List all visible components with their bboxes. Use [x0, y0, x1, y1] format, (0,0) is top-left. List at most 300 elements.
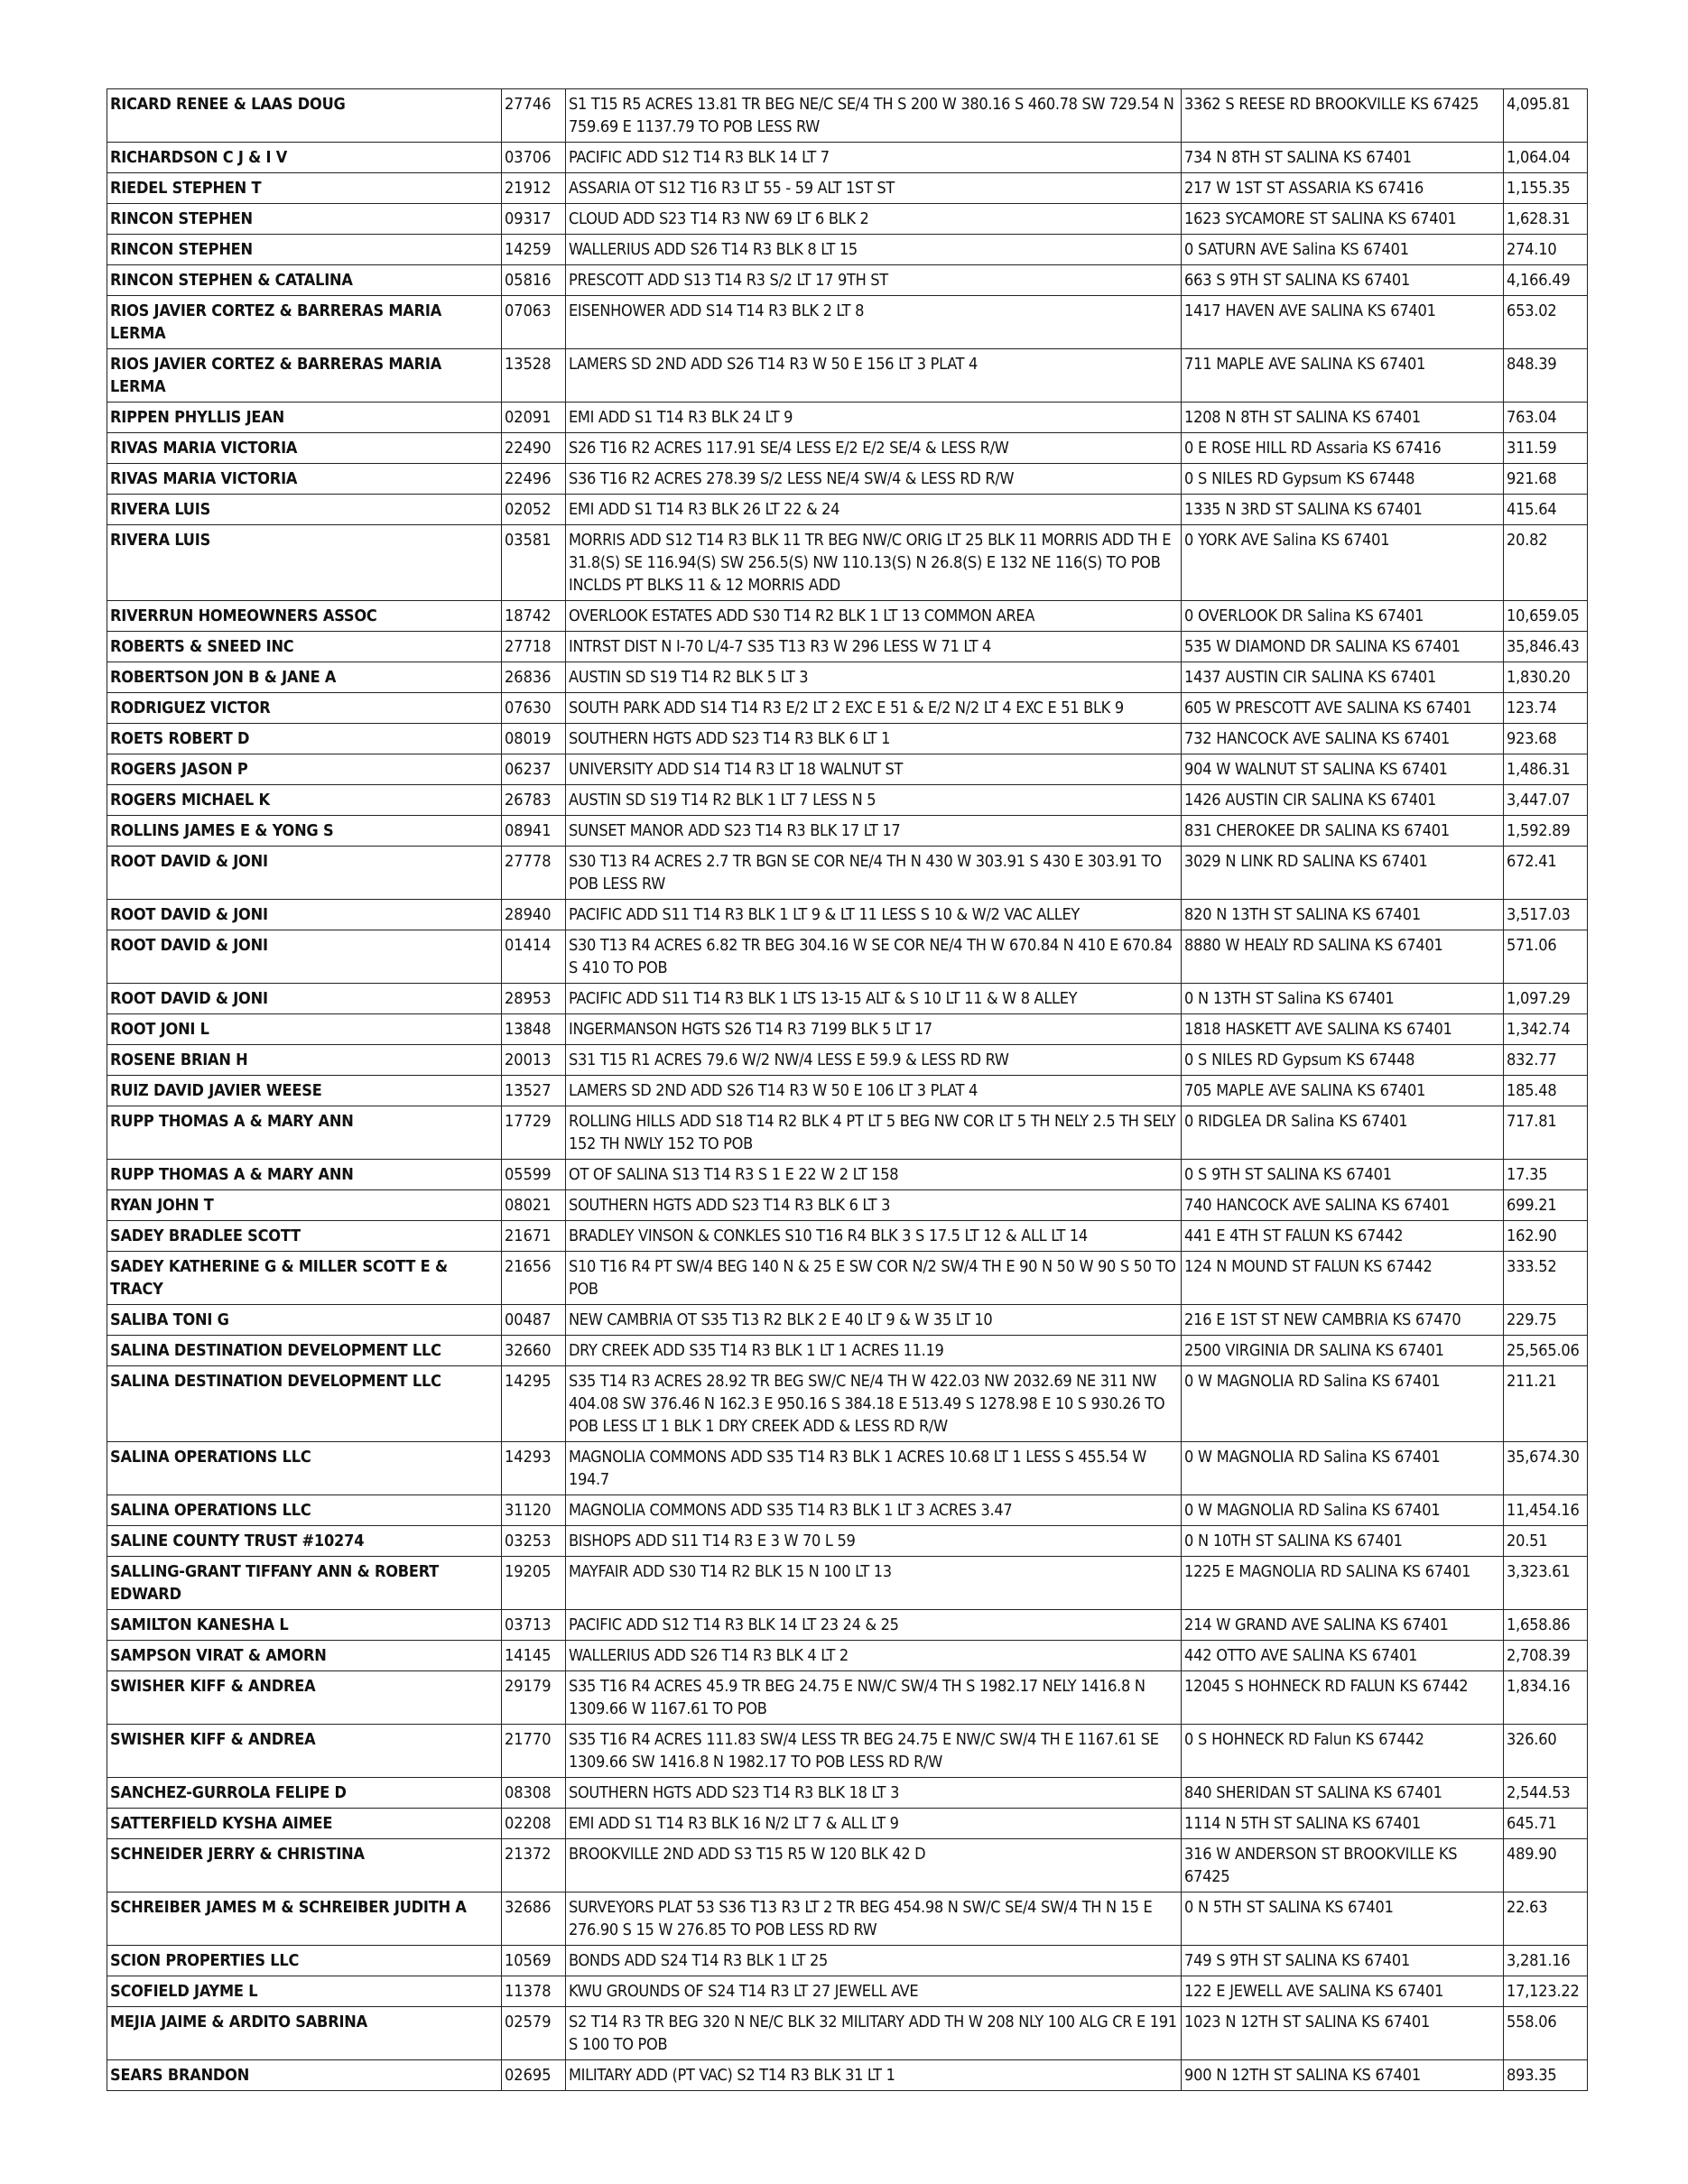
legal-description-cell: ROLLING HILLS ADD S18 T14 R2 BLK 4 PT LT 5 BEG NW COR LT 5 TH NELY 2.5 TH SELY 152 TH NWLY 152 TO POB: [566, 1106, 1182, 1160]
owner-name-cell: ROOT DAVID & JONI: [107, 930, 502, 984]
owner-name-cell: RIVAS MARIA VICTORIA: [107, 433, 502, 464]
owner-name-cell: RIVERRUN HOMEOWNERS ASSOC: [107, 601, 502, 632]
parcel-id-cell: 02052: [502, 495, 566, 525]
tax-amount-cell: 653.02: [1504, 296, 1588, 349]
legal-description-cell: S2 T14 R3 TR BEG 320 N NE/C BLK 32 MILITARY ADD TH W 208 NLY 100 ALG CR E 191 S 100 TO POB: [566, 2007, 1182, 2060]
owner-name-cell: ROOT DAVID & JONI: [107, 847, 502, 900]
owner-name-cell: ROOT DAVID & JONI: [107, 984, 502, 1014]
owner-name-cell: ROBERTS & SNEED INC: [107, 632, 502, 662]
property-address-cell: 0 YORK AVE Salina KS 67401: [1182, 525, 1504, 601]
legal-description-cell: ASSARIA OT S12 T16 R3 LT 55 - 59 ALT 1ST ST: [566, 173, 1182, 204]
table-row: [107, 1045, 1588, 1076]
parcel-id-cell: 18742: [502, 601, 566, 632]
owner-name-cell: RICHARDSON C J & I V: [107, 143, 502, 173]
property-address-cell: 820 N 13TH ST SALINA KS 67401: [1182, 900, 1504, 930]
parcel-id-cell: 03253: [502, 1526, 566, 1557]
owner-name-cell: SWISHER KIFF & ANDREA: [107, 1725, 502, 1778]
owner-name-cell: SADEY KATHERINE G & MILLER SCOTT E & TRACY: [107, 1252, 502, 1305]
parcel-id-cell: 28940: [502, 900, 566, 930]
owner-name-cell: SCHREIBER JAMES M & SCHREIBER JUDITH A: [107, 1892, 502, 1946]
table-row: [107, 601, 1588, 632]
property-address-cell: 904 W WALNUT ST SALINA KS 67401: [1182, 754, 1504, 785]
legal-description-cell: SOUTHERN HGTS ADD S23 T14 R3 BLK 18 LT 3: [566, 1778, 1182, 1809]
table-row: [107, 296, 1588, 349]
tax-amount-cell: 923.68: [1504, 724, 1588, 754]
owner-name-cell: RIVERA LUIS: [107, 525, 502, 601]
tax-amount-cell: 2,708.39: [1504, 1641, 1588, 1671]
tax-amount-cell: 333.52: [1504, 1252, 1588, 1305]
property-address-cell: 663 S 9TH ST SALINA KS 67401: [1182, 265, 1504, 296]
parcel-id-cell: 21770: [502, 1725, 566, 1778]
property-address-cell: 0 N 13TH ST Salina KS 67401: [1182, 984, 1504, 1014]
property-address-cell: 1225 E MAGNOLIA RD SALINA KS 67401: [1182, 1557, 1504, 1610]
owner-name-cell: SCION PROPERTIES LLC: [107, 1946, 502, 1976]
parcel-id-cell: 22496: [502, 464, 566, 495]
tax-amount-cell: 1,834.16: [1504, 1671, 1588, 1725]
owner-name-cell: RINCON STEPHEN: [107, 235, 502, 265]
table-row: [107, 1014, 1588, 1045]
parcel-id-cell: 31120: [502, 1495, 566, 1526]
parcel-id-cell: 17729: [502, 1106, 566, 1160]
tax-amount-cell: 893.35: [1504, 2060, 1588, 2091]
tax-amount-cell: 311.59: [1504, 433, 1588, 464]
parcel-id-cell: 03706: [502, 143, 566, 173]
table-row: [107, 1778, 1588, 1809]
legal-description-cell: PACIFIC ADD S12 T14 R3 BLK 14 LT 23 24 & 25: [566, 1610, 1182, 1641]
table-row: [107, 1839, 1588, 1892]
tax-amount-cell: 35,674.30: [1504, 1442, 1588, 1495]
tax-amount-cell: 25,565.06: [1504, 1336, 1588, 1366]
owner-name-cell: ROSENE BRIAN H: [107, 1045, 502, 1076]
table-row: [107, 1526, 1588, 1557]
parcel-id-cell: 13848: [502, 1014, 566, 1045]
table-row: [107, 1946, 1588, 1976]
legal-description-cell: S30 T13 R4 ACRES 2.7 TR BGN SE COR NE/4 TH N 430 W 303.91 S 430 E 303.91 TO POB LESS RW: [566, 847, 1182, 900]
parcel-id-cell: 13527: [502, 1076, 566, 1106]
owner-name-cell: RINCON STEPHEN: [107, 204, 502, 235]
legal-description-cell: SUNSET MANOR ADD S23 T14 R3 BLK 17 LT 17: [566, 816, 1182, 847]
table-row: [107, 2007, 1588, 2060]
legal-description-cell: MORRIS ADD S12 T14 R3 BLK 11 TR BEG NW/C ORIG LT 25 BLK 11 MORRIS ADD TH E 31.8(S) SE 116.94(S) SW 256.5(S) NW 110.13(S) N 26.8(S) E 132 NE 116(S) TO POB INCLDS PT BLKS 11 & 12 MORRIS ADD: [566, 525, 1182, 601]
legal-description-cell: AUSTIN SD S19 T14 R2 BLK 1 LT 7 LESS N 5: [566, 785, 1182, 816]
tax-amount-cell: 558.06: [1504, 2007, 1588, 2060]
property-address-cell: 1023 N 12TH ST SALINA KS 67401: [1182, 2007, 1504, 2060]
owner-name-cell: RUPP THOMAS A & MARY ANN: [107, 1160, 502, 1190]
parcel-id-cell: 02695: [502, 2060, 566, 2091]
parcel-id-cell: 32686: [502, 1892, 566, 1946]
property-address-cell: 217 W 1ST ST ASSARIA KS 67416: [1182, 173, 1504, 204]
table-row: [107, 204, 1588, 235]
owner-name-cell: ROETS ROBERT D: [107, 724, 502, 754]
legal-description-cell: LAMERS SD 2ND ADD S26 T14 R3 W 50 E 156 LT 3 PLAT 4: [566, 349, 1182, 403]
owner-name-cell: RIEDEL STEPHEN T: [107, 173, 502, 204]
table-row: [107, 930, 1588, 984]
tax-amount-cell: 921.68: [1504, 464, 1588, 495]
table-row: [107, 265, 1588, 296]
table-row: [107, 1892, 1588, 1946]
legal-description-cell: CLOUD ADD S23 T14 R3 NW 69 LT 6 BLK 2: [566, 204, 1182, 235]
parcel-id-cell: 05599: [502, 1160, 566, 1190]
owner-name-cell: SAMILTON KANESHA L: [107, 1610, 502, 1641]
parcel-id-cell: 27778: [502, 847, 566, 900]
property-address-cell: 3362 S REESE RD BROOKVILLE KS 67425: [1182, 89, 1504, 143]
table-row: [107, 433, 1588, 464]
property-address-cell: 214 W GRAND AVE SALINA KS 67401: [1182, 1610, 1504, 1641]
parcel-id-cell: 22490: [502, 433, 566, 464]
parcel-id-cell: 09317: [502, 204, 566, 235]
property-address-cell: 442 OTTO AVE SALINA KS 67401: [1182, 1641, 1504, 1671]
parcel-id-cell: 01414: [502, 930, 566, 984]
table-row: [107, 754, 1588, 785]
parcel-id-cell: 03713: [502, 1610, 566, 1641]
table-row: [107, 1671, 1588, 1725]
table-row: [107, 1725, 1588, 1778]
tax-amount-cell: 274.10: [1504, 235, 1588, 265]
property-address-cell: 1426 AUSTIN CIR SALINA KS 67401: [1182, 785, 1504, 816]
property-address-cell: 840 SHERIDAN ST SALINA KS 67401: [1182, 1778, 1504, 1809]
tax-amount-cell: 11,454.16: [1504, 1495, 1588, 1526]
owner-name-cell: RIVERA LUIS: [107, 495, 502, 525]
owner-name-cell: SALINE COUNTY TRUST #10274: [107, 1526, 502, 1557]
legal-description-cell: PRESCOTT ADD S13 T14 R3 S/2 LT 17 9TH ST: [566, 265, 1182, 296]
property-address-cell: 734 N 8TH ST SALINA KS 67401: [1182, 143, 1504, 173]
tax-amount-cell: 1,486.31: [1504, 754, 1588, 785]
legal-description-cell: BRADLEY VINSON & CONKLES S10 T16 R4 BLK 3 S 17.5 LT 12 & ALL LT 14: [566, 1221, 1182, 1252]
legal-description-cell: MILITARY ADD (PT VAC) S2 T14 R3 BLK 31 LT 1: [566, 2060, 1182, 2091]
legal-description-cell: PACIFIC ADD S11 T14 R3 BLK 1 LT 9 & LT 11 LESS S 10 & W/2 VAC ALLEY: [566, 900, 1182, 930]
property-address-cell: 705 MAPLE AVE SALINA KS 67401: [1182, 1076, 1504, 1106]
property-address-cell: 1818 HASKETT AVE SALINA KS 67401: [1182, 1014, 1504, 1045]
property-address-cell: 8880 W HEALY RD SALINA KS 67401: [1182, 930, 1504, 984]
legal-description-cell: OVERLOOK ESTATES ADD S30 T14 R2 BLK 1 LT 13 COMMON AREA: [566, 601, 1182, 632]
property-address-cell: 0 N 5TH ST SALINA KS 67401: [1182, 1892, 1504, 1946]
parcel-id-cell: 11378: [502, 1976, 566, 2007]
owner-name-cell: RYAN JOHN T: [107, 1190, 502, 1221]
legal-description-cell: BISHOPS ADD S11 T14 R3 E 3 W 70 L 59: [566, 1526, 1182, 1557]
legal-description-cell: S35 T16 R4 ACRES 111.83 SW/4 LESS TR BEG 24.75 E NW/C SW/4 TH E 1167.61 SE 1309.66 SW 1416.8 N 1982.17 TO POB LESS RD R/W: [566, 1725, 1182, 1778]
table-row: [107, 173, 1588, 204]
parcel-id-cell: 08941: [502, 816, 566, 847]
legal-description-cell: S35 T14 R3 ACRES 28.92 TR BEG SW/C NE/4 TH W 422.03 NW 2032.69 NE 311 NW 404.08 SW 376.46 N 162.3 E 950.16 S 384.18 E 513.49 S 1278.98 E 10 S 930.26 TO POB LESS LT 1 BLK 1 DRY CREEK ADD & LESS RD R/W: [566, 1366, 1182, 1442]
table-row: [107, 89, 1588, 143]
property-address-cell: 0 S NILES RD Gypsum KS 67448: [1182, 464, 1504, 495]
property-address-cell: 0 W MAGNOLIA RD Salina KS 67401: [1182, 1442, 1504, 1495]
tax-amount-cell: 1,830.20: [1504, 662, 1588, 693]
legal-description-cell: EMI ADD S1 T14 R3 BLK 26 LT 22 & 24: [566, 495, 1182, 525]
legal-description-cell: WALLERIUS ADD S26 T14 R3 BLK 4 LT 2: [566, 1641, 1182, 1671]
tax-amount-cell: 1,628.31: [1504, 204, 1588, 235]
tax-amount-cell: 35,846.43: [1504, 632, 1588, 662]
owner-name-cell: RUPP THOMAS A & MARY ANN: [107, 1106, 502, 1160]
parcel-id-cell: 08308: [502, 1778, 566, 1809]
legal-description-cell: EISENHOWER ADD S14 T14 R3 BLK 2 LT 8: [566, 296, 1182, 349]
table-row: [107, 1442, 1588, 1495]
tax-amount-cell: 326.60: [1504, 1725, 1588, 1778]
legal-description-cell: BONDS ADD S24 T14 R3 BLK 1 LT 25: [566, 1946, 1182, 1976]
property-address-cell: 316 W ANDERSON ST BROOKVILLE KS 67425: [1182, 1839, 1504, 1892]
owner-name-cell: SALINA OPERATIONS LLC: [107, 1442, 502, 1495]
parcel-id-cell: 21372: [502, 1839, 566, 1892]
parcel-id-cell: 26783: [502, 785, 566, 816]
table-row: [107, 1641, 1588, 1671]
legal-description-cell: EMI ADD S1 T14 R3 BLK 16 N/2 LT 7 & ALL LT 9: [566, 1809, 1182, 1839]
parcel-id-cell: 29179: [502, 1671, 566, 1725]
property-address-cell: 216 E 1ST ST NEW CAMBRIA KS 67470: [1182, 1305, 1504, 1336]
property-address-cell: 1335 N 3RD ST SALINA KS 67401: [1182, 495, 1504, 525]
property-address-cell: 1208 N 8TH ST SALINA KS 67401: [1182, 403, 1504, 433]
owner-name-cell: RIOS JAVIER CORTEZ & BARRERAS MARIA LERMA: [107, 296, 502, 349]
property-address-cell: 0 S 9TH ST SALINA KS 67401: [1182, 1160, 1504, 1190]
legal-description-cell: LAMERS SD 2ND ADD S26 T14 R3 W 50 E 106 LT 3 PLAT 4: [566, 1076, 1182, 1106]
legal-description-cell: WALLERIUS ADD S26 T14 R3 BLK 8 LT 15: [566, 235, 1182, 265]
property-address-cell: 2500 VIRGINIA DR SALINA KS 67401: [1182, 1336, 1504, 1366]
parcel-id-cell: 32660: [502, 1336, 566, 1366]
tax-amount-cell: 1,658.86: [1504, 1610, 1588, 1641]
owner-name-cell: SCOFIELD JAYME L: [107, 1976, 502, 2007]
parcel-id-cell: 27746: [502, 89, 566, 143]
owner-name-cell: ROOT JONI L: [107, 1014, 502, 1045]
table-row: [107, 1366, 1588, 1442]
tax-amount-cell: 22.63: [1504, 1892, 1588, 1946]
legal-description-cell: MAGNOLIA COMMONS ADD S35 T14 R3 BLK 1 ACRES 10.68 LT 1 LESS S 455.54 W 194.7: [566, 1442, 1182, 1495]
parcel-id-cell: 21656: [502, 1252, 566, 1305]
tax-amount-cell: 3,281.16: [1504, 1946, 1588, 1976]
legal-description-cell: S1 T15 R5 ACRES 13.81 TR BEG NE/C SE/4 TH S 200 W 380.16 S 460.78 SW 729.54 N 759.69 E 1137.79 TO POB LESS RW: [566, 89, 1182, 143]
legal-description-cell: MAGNOLIA COMMONS ADD S35 T14 R3 BLK 1 LT 3 ACRES 3.47: [566, 1495, 1182, 1526]
table-row: [107, 632, 1588, 662]
legal-description-cell: AUSTIN SD S19 T14 R2 BLK 5 LT 3: [566, 662, 1182, 693]
parcel-id-cell: 00487: [502, 1305, 566, 1336]
table-row: [107, 1221, 1588, 1252]
property-address-cell: 124 N MOUND ST FALUN KS 67442: [1182, 1252, 1504, 1305]
owner-name-cell: SEARS BRANDON: [107, 2060, 502, 2091]
property-address-cell: 0 RIDGLEA DR Salina KS 67401: [1182, 1106, 1504, 1160]
owner-name-cell: RODRIGUEZ VICTOR: [107, 693, 502, 724]
owner-name-cell: RIPPEN PHYLLIS JEAN: [107, 403, 502, 433]
tax-amount-cell: 672.41: [1504, 847, 1588, 900]
tax-amount-cell: 645.71: [1504, 1809, 1588, 1839]
owner-name-cell: ROBERTSON JON B & JANE A: [107, 662, 502, 693]
owner-name-cell: RICARD RENEE & LAAS DOUG: [107, 89, 502, 143]
legal-description-cell: OT OF SALINA S13 T14 R3 S 1 E 22 W 2 LT 158: [566, 1160, 1182, 1190]
parcel-id-cell: 26836: [502, 662, 566, 693]
owner-name-cell: SALIBA TONI G: [107, 1305, 502, 1336]
parcel-id-cell: 02091: [502, 403, 566, 433]
legal-description-cell: SOUTHERN HGTS ADD S23 T14 R3 BLK 6 LT 3: [566, 1190, 1182, 1221]
table-row: [107, 1305, 1588, 1336]
parcel-id-cell: 27718: [502, 632, 566, 662]
property-address-cell: 0 N 10TH ST SALINA KS 67401: [1182, 1526, 1504, 1557]
legal-description-cell: SOUTH PARK ADD S14 T14 R3 E/2 LT 2 EXC E 51 & E/2 N/2 LT 4 EXC E 51 BLK 9: [566, 693, 1182, 724]
property-address-cell: 535 W DIAMOND DR SALINA KS 67401: [1182, 632, 1504, 662]
table-row: [107, 1809, 1588, 1839]
tax-amount-cell: 211.21: [1504, 1366, 1588, 1442]
owner-name-cell: ROOT DAVID & JONI: [107, 900, 502, 930]
parcel-id-cell: 14145: [502, 1641, 566, 1671]
tax-amount-cell: 3,517.03: [1504, 900, 1588, 930]
table-row: [107, 349, 1588, 403]
tax-amount-cell: 1,064.04: [1504, 143, 1588, 173]
owner-name-cell: SATTERFIELD KYSHA AIMEE: [107, 1809, 502, 1839]
table-row: [107, 1252, 1588, 1305]
table-row: [107, 525, 1588, 601]
legal-description-cell: PACIFIC ADD S12 T14 R3 BLK 14 LT 7: [566, 143, 1182, 173]
table-row: [107, 816, 1588, 847]
property-address-cell: 0 W MAGNOLIA RD Salina KS 67401: [1182, 1495, 1504, 1526]
owner-name-cell: SCHNEIDER JERRY & CHRISTINA: [107, 1839, 502, 1892]
legal-description-cell: S26 T16 R2 ACRES 117.91 SE/4 LESS E/2 E/2 SE/4 & LESS R/W: [566, 433, 1182, 464]
property-address-cell: 732 HANCOCK AVE SALINA KS 67401: [1182, 724, 1504, 754]
table-row: [107, 1610, 1588, 1641]
parcel-id-cell: 21912: [502, 173, 566, 204]
legal-description-cell: MAYFAIR ADD S30 T14 R2 BLK 15 N 100 LT 13: [566, 1557, 1182, 1610]
tax-amount-cell: 17,123.22: [1504, 1976, 1588, 2007]
tax-amount-cell: 2,544.53: [1504, 1778, 1588, 1809]
parcel-id-cell: 07063: [502, 296, 566, 349]
legal-description-cell: KWU GROUNDS OF S24 T14 R3 LT 27 JEWELL AVE: [566, 1976, 1182, 2007]
parcel-id-cell: 10569: [502, 1946, 566, 1976]
property-address-cell: 0 S HOHNECK RD Falun KS 67442: [1182, 1725, 1504, 1778]
legal-description-cell: UNIVERSITY ADD S14 T14 R3 LT 18 WALNUT ST: [566, 754, 1182, 785]
parcel-id-cell: 14293: [502, 1442, 566, 1495]
table-row: [107, 235, 1588, 265]
parcel-id-cell: 14295: [502, 1366, 566, 1442]
owner-name-cell: ROLLINS JAMES E & YONG S: [107, 816, 502, 847]
legal-description-cell: EMI ADD S1 T14 R3 BLK 24 LT 9: [566, 403, 1182, 433]
property-address-cell: 0 OVERLOOK DR Salina KS 67401: [1182, 601, 1504, 632]
tax-amount-cell: 489.90: [1504, 1839, 1588, 1892]
tax-amount-cell: 20.51: [1504, 1526, 1588, 1557]
property-address-cell: 749 S 9TH ST SALINA KS 67401: [1182, 1946, 1504, 1976]
tax-amount-cell: 3,447.07: [1504, 785, 1588, 816]
property-address-cell: 1623 SYCAMORE ST SALINA KS 67401: [1182, 204, 1504, 235]
tax-amount-cell: 185.48: [1504, 1076, 1588, 1106]
tax-amount-cell: 3,323.61: [1504, 1557, 1588, 1610]
legal-description-cell: PACIFIC ADD S11 T14 R3 BLK 1 LTS 13-15 ALT & S 10 LT 11 & W 8 ALLEY: [566, 984, 1182, 1014]
owner-name-cell: SADEY BRADLEE SCOTT: [107, 1221, 502, 1252]
legal-description-cell: S36 T16 R2 ACRES 278.39 S/2 LESS NE/4 SW/4 & LESS RD R/W: [566, 464, 1182, 495]
parcel-id-cell: 08019: [502, 724, 566, 754]
parcel-id-cell: 03581: [502, 525, 566, 601]
tax-amount-cell: 415.64: [1504, 495, 1588, 525]
table-row: [107, 1076, 1588, 1106]
property-address-cell: 0 SATURN AVE Salina KS 67401: [1182, 235, 1504, 265]
table-body: [107, 89, 1588, 2091]
parcel-id-cell: 02208: [502, 1809, 566, 1839]
owner-name-cell: SALINA DESTINATION DEVELOPMENT LLC: [107, 1336, 502, 1366]
delinquent-tax-table: [107, 88, 1588, 2091]
property-address-cell: 831 CHEROKEE DR SALINA KS 67401: [1182, 816, 1504, 847]
tax-amount-cell: 763.04: [1504, 403, 1588, 433]
tax-amount-cell: 832.77: [1504, 1045, 1588, 1076]
parcel-id-cell: 02579: [502, 2007, 566, 2060]
tax-amount-cell: 848.39: [1504, 349, 1588, 403]
legal-description-cell: DRY CREEK ADD S35 T14 R3 BLK 1 LT 1 ACRES 11.19: [566, 1336, 1182, 1366]
table-row: [107, 1495, 1588, 1526]
legal-description-cell: SURVEYORS PLAT 53 S36 T13 R3 LT 2 TR BEG 454.98 N SW/C SE/4 SW/4 TH N 15 E 276.90 S 15 W 276.85 TO POB LESS RD RW: [566, 1892, 1182, 1946]
table-row: [107, 464, 1588, 495]
owner-name-cell: MEJIA JAIME & ARDITO SABRINA: [107, 2007, 502, 2060]
tax-amount-cell: 1,592.89: [1504, 816, 1588, 847]
table-row: [107, 1106, 1588, 1160]
tax-amount-cell: 10,659.05: [1504, 601, 1588, 632]
table-row: [107, 1557, 1588, 1610]
tax-listing-page: [107, 88, 1588, 2091]
table-row: [107, 785, 1588, 816]
table-row: [107, 1190, 1588, 1221]
owner-name-cell: RUIZ DAVID JAVIER WEESE: [107, 1076, 502, 1106]
legal-description-cell: INTRST DIST N I-70 L/4-7 S35 T13 R3 W 296 LESS W 71 LT 4: [566, 632, 1182, 662]
owner-name-cell: SANCHEZ-GURROLA FELIPE D: [107, 1778, 502, 1809]
tax-amount-cell: 20.82: [1504, 525, 1588, 601]
parcel-id-cell: 19205: [502, 1557, 566, 1610]
property-address-cell: 1114 N 5TH ST SALINA KS 67401: [1182, 1809, 1504, 1839]
legal-description-cell: S35 T16 R4 ACRES 45.9 TR BEG 24.75 E NW/C SW/4 TH S 1982.17 NELY 1416.8 N 1309.66 W 1167.61 TO POB: [566, 1671, 1182, 1725]
owner-name-cell: SWISHER KIFF & ANDREA: [107, 1671, 502, 1725]
parcel-id-cell: 07630: [502, 693, 566, 724]
property-address-cell: 0 W MAGNOLIA RD Salina KS 67401: [1182, 1366, 1504, 1442]
property-address-cell: 711 MAPLE AVE SALINA KS 67401: [1182, 349, 1504, 403]
table-row: [107, 662, 1588, 693]
parcel-id-cell: 08021: [502, 1190, 566, 1221]
tax-amount-cell: 162.90: [1504, 1221, 1588, 1252]
table-row: [107, 495, 1588, 525]
table-row: [107, 1160, 1588, 1190]
legal-description-cell: S10 T16 R4 PT SW/4 BEG 140 N & 25 E SW COR N/2 SW/4 TH E 90 N 50 W 90 S 50 TO POB: [566, 1252, 1182, 1305]
owner-name-cell: RINCON STEPHEN & CATALINA: [107, 265, 502, 296]
parcel-id-cell: 14259: [502, 235, 566, 265]
tax-amount-cell: 1,097.29: [1504, 984, 1588, 1014]
legal-description-cell: SOUTHERN HGTS ADD S23 T14 R3 BLK 6 LT 1: [566, 724, 1182, 754]
property-address-cell: 740 HANCOCK AVE SALINA KS 67401: [1182, 1190, 1504, 1221]
property-address-cell: 441 E 4TH ST FALUN KS 67442: [1182, 1221, 1504, 1252]
tax-amount-cell: 1,155.35: [1504, 173, 1588, 204]
owner-name-cell: RIOS JAVIER CORTEZ & BARRERAS MARIA LERMA: [107, 349, 502, 403]
owner-name-cell: SALINA DESTINATION DEVELOPMENT LLC: [107, 1366, 502, 1442]
tax-amount-cell: 4,166.49: [1504, 265, 1588, 296]
owner-name-cell: SALLING-GRANT TIFFANY ANN & ROBERT EDWARD: [107, 1557, 502, 1610]
property-address-cell: 122 E JEWELL AVE SALINA KS 67401: [1182, 1976, 1504, 2007]
table-row: [107, 403, 1588, 433]
tax-amount-cell: 4,095.81: [1504, 89, 1588, 143]
property-address-cell: 900 N 12TH ST SALINA KS 67401: [1182, 2060, 1504, 2091]
tax-amount-cell: 717.81: [1504, 1106, 1588, 1160]
table-row: [107, 1976, 1588, 2007]
property-address-cell: 0 S NILES RD Gypsum KS 67448: [1182, 1045, 1504, 1076]
parcel-id-cell: 28953: [502, 984, 566, 1014]
owner-name-cell: ROGERS MICHAEL K: [107, 785, 502, 816]
table-row: [107, 847, 1588, 900]
property-address-cell: 0 E ROSE HILL RD Assaria KS 67416: [1182, 433, 1504, 464]
property-address-cell: 12045 S HOHNECK RD FALUN KS 67442: [1182, 1671, 1504, 1725]
tax-amount-cell: 229.75: [1504, 1305, 1588, 1336]
table-row: [107, 693, 1588, 724]
table-row: [107, 2060, 1588, 2091]
owner-name-cell: SAMPSON VIRAT & AMORN: [107, 1641, 502, 1671]
property-address-cell: 605 W PRESCOTT AVE SALINA KS 67401: [1182, 693, 1504, 724]
table-row: [107, 143, 1588, 173]
parcel-id-cell: 05816: [502, 265, 566, 296]
table-row: [107, 1336, 1588, 1366]
property-address-cell: 3029 N LINK RD SALINA KS 67401: [1182, 847, 1504, 900]
owner-name-cell: SALINA OPERATIONS LLC: [107, 1495, 502, 1526]
table-row: [107, 724, 1588, 754]
parcel-id-cell: 21671: [502, 1221, 566, 1252]
tax-amount-cell: 699.21: [1504, 1190, 1588, 1221]
tax-amount-cell: 1,342.74: [1504, 1014, 1588, 1045]
parcel-id-cell: 06237: [502, 754, 566, 785]
tax-amount-cell: 571.06: [1504, 930, 1588, 984]
